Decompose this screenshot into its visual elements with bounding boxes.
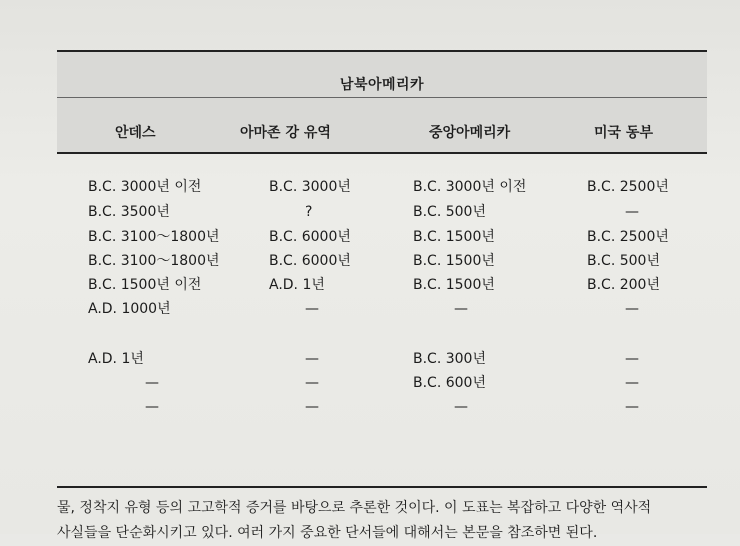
column-header-eastern-us: 미국 동부 xyxy=(594,125,653,141)
table-cell-mesoamerica: B.C. 600년 xyxy=(413,375,486,391)
table-cell-eastern-us: B.C. 500년 xyxy=(587,253,660,269)
table-cell-andes: B.C. 3100～1800년 xyxy=(88,229,220,245)
table-cell-andes: A.D. 1년 xyxy=(88,351,144,367)
table-cell-mesoamerica: B.C. 300년 xyxy=(413,351,486,367)
table-cell-eastern-us: — xyxy=(625,399,639,415)
table-cell-amazon: B.C. 3000년 xyxy=(269,179,351,195)
table-cell-mesoamerica: B.C. 500년 xyxy=(413,204,486,220)
table-cell-amazon: — xyxy=(305,399,319,415)
table-cell-amazon: B.C. 6000년 xyxy=(269,229,351,245)
table-cell-amazon: — xyxy=(305,351,319,367)
table-cell-eastern-us: B.C. 2500년 xyxy=(587,229,669,245)
footnote-line-2: 사실들을 단순화시키고 있다. 여러 가지 중요한 단서들에 대해서는 본문을 참조하면 된다. xyxy=(57,525,598,541)
table-cell-andes: A.D. 1000년 xyxy=(88,301,171,317)
table-cell-mesoamerica: B.C. 3000년 이전 xyxy=(413,179,527,195)
table-bottom-rule xyxy=(57,486,707,488)
table-cell-mesoamerica: — xyxy=(454,301,468,317)
column-header-mesoamerica: 중앙아메리카 xyxy=(429,125,511,141)
table-cell-amazon: — xyxy=(305,301,319,317)
table-cell-andes: B.C. 3100～1800년 xyxy=(88,253,220,269)
table-cell-amazon: B.C. 6000년 xyxy=(269,253,351,269)
table-cell-andes: B.C. 3500년 xyxy=(88,204,170,220)
table-cell-mesoamerica: — xyxy=(454,399,468,415)
table-cell-mesoamerica: B.C. 1500년 xyxy=(413,229,495,245)
table-cell-eastern-us: — xyxy=(625,204,639,220)
header-bottom-rule xyxy=(57,152,707,154)
table-cell-andes: B.C. 1500년 이전 xyxy=(88,277,202,293)
table-cell-eastern-us: B.C. 200년 xyxy=(587,277,660,293)
table-cell-andes: — xyxy=(145,375,159,391)
region-title: 남북아메리카 xyxy=(339,77,425,93)
table-cell-amazon: ? xyxy=(305,204,313,220)
table-cell-eastern-us: B.C. 2500년 xyxy=(587,179,669,195)
footnote-line-1: 물, 정착지 유형 등의 고고학적 증거를 바탕으로 추론한 것이다. 이 도표는 복잡하고 다양한 역사적 xyxy=(57,500,652,516)
table-cell-eastern-us: — xyxy=(625,301,639,317)
region-divider xyxy=(57,97,707,98)
table-cell-mesoamerica: B.C. 1500년 xyxy=(413,253,495,269)
column-header-andes: 안데스 xyxy=(115,125,156,141)
table-cell-andes: B.C. 3000년 이전 xyxy=(88,179,202,195)
table-cell-amazon: A.D. 1년 xyxy=(269,277,325,293)
table-cell-eastern-us: — xyxy=(625,351,639,367)
table-cell-eastern-us: — xyxy=(625,375,639,391)
table-footnote xyxy=(57,496,707,546)
table-cell-mesoamerica: B.C. 1500년 xyxy=(413,277,495,293)
table-cell-andes: — xyxy=(145,399,159,415)
column-header-amazon: 아마존 강 유역 xyxy=(240,125,331,141)
table-cell-amazon: — xyxy=(305,375,319,391)
